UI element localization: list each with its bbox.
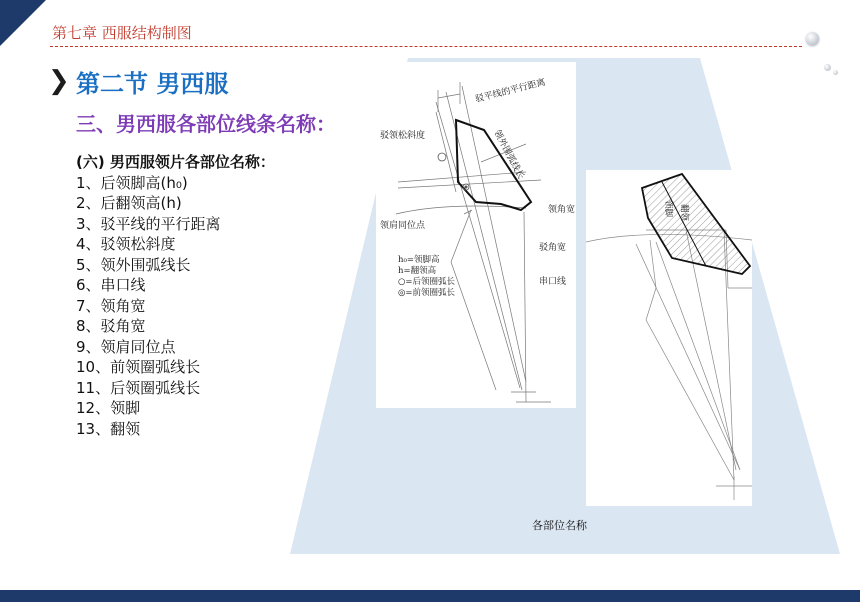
chapter-title: 第七章 西服结构制图 xyxy=(52,24,192,42)
label-gorge-line: 串口线 xyxy=(539,277,567,287)
label-collar-stand: 领脚 xyxy=(663,200,673,218)
label-collar-angle: 领角宽 xyxy=(548,205,576,215)
list-item: 11、后领圈弧线长 xyxy=(76,378,201,397)
collar-diagram-left xyxy=(376,62,576,408)
list-item: 1、后领脚高(h₀) xyxy=(76,173,188,192)
list-item: 2、后翻领高(h) xyxy=(76,194,182,212)
list-item: 10、前领圈弧线长 xyxy=(76,358,201,376)
label-collar-fall: 翻领 xyxy=(679,204,689,222)
section-chevron-icon: ❯ xyxy=(48,66,70,96)
list-item: 12、领脚 xyxy=(76,399,141,417)
label-lapel-parallel: 驳平线的平行距离 xyxy=(474,77,547,105)
list-item: 8、驳角宽 xyxy=(76,317,146,335)
bottom-bar xyxy=(0,590,860,602)
figure-caption: 各部位名称 xyxy=(532,519,587,532)
section-title: 第二节 男西服 xyxy=(76,70,229,98)
legend-h: h=翻领高 xyxy=(398,266,437,276)
label-shoulder-point: 领肩同位点 xyxy=(380,221,426,231)
label-lapel-angle: 驳角宽 xyxy=(539,243,567,253)
list-item: 4、驳领松斜度 xyxy=(76,235,176,253)
part-name-list xyxy=(76,152,275,439)
collar-diagram-right xyxy=(586,170,752,506)
list-item: 3、驳平线的平行距离 xyxy=(76,214,221,233)
list-heading: (六) 男西服领片各部位名称： xyxy=(76,153,275,171)
list-item: 5、领外围弧线长 xyxy=(76,255,191,274)
legend-h0: h₀=领脚高 xyxy=(398,255,440,265)
legend-back-arc: ○=后领圈弧长 xyxy=(398,277,456,287)
label-collar-slope: 驳领松斜度 xyxy=(380,131,426,141)
legend-front-arc: ◎=前领圈弧长 xyxy=(398,288,456,298)
list-item: 6、串口线 xyxy=(76,276,146,294)
label-outer-arc: 领外围弧线长 xyxy=(491,128,526,182)
list-item: 9、领肩同位点 xyxy=(76,337,176,356)
list-item: 7、领角宽 xyxy=(76,296,146,315)
list-item: 13、翻领 xyxy=(76,419,141,438)
subsection-title: 三、男西服各部位线条名称： xyxy=(76,112,336,136)
